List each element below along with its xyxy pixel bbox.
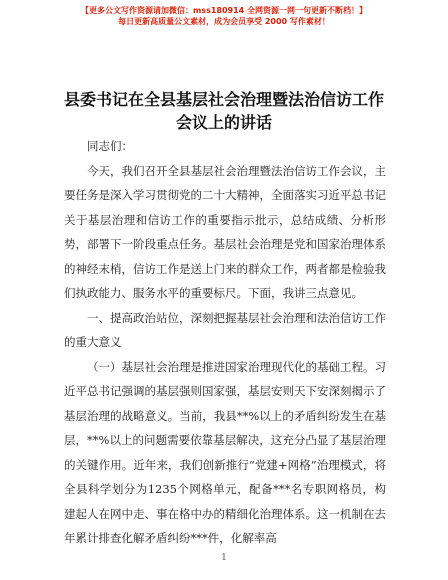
promo-banner — [0, 5, 448, 27]
document-title-line-1: 县委书记在全县基层社会治理暨法治信访工作 — [63, 90, 384, 109]
subsection-paragraph-1: （一）基层社会治理是推进国家治理现代化的基础工程。习近平总书记强调的基层强则国家强，基层安则天下安深刻揭示了基层治理的战略意义。当前，我县**%以上的矛盾纠纷发生在基层，**%以上的问题需要依靠基层解决，这充分凸显了基层治理的关键作用。近年来，我们创新推行“党建+网格”治理模式，将全县科学划分为1235个网格单元，配备***名专职网格员，构建起人在网中走、事在格中办的精细化治理体系。这一机制在去年累计排查化解矛盾纠纷***件，化解率高 — [64, 359, 386, 545]
page-number: 1 — [221, 553, 227, 563]
promo-banner-line-1: 【更多公文写作资源请加微信：mss180914 全网资源一网一句更新不断档！】 — [80, 6, 368, 15]
salutation: 同志们： — [87, 139, 133, 153]
document-title — [40, 88, 408, 134]
document-title-line-2: 会议上的讲话 — [175, 113, 272, 132]
section-heading-1: 一、提高政治站位，深刻把握基层社会治理和法治信访工作的重大意义 — [64, 310, 386, 349]
intro-paragraph: 今天，我们召开全县基层社会治理暨法治信访工作会议，主要任务是深入学习贯彻党的二十大精神，全面落实习近平总书记关于基层治理和信访工作的重要指示批示，总结成绩、分析形势，部署下一阶段重点任务。基层社会治理是党和国家治理体系的神经末梢，信访工作是送上门来的群众工作，两者都是检验我们执政能力、服务水平的重要标尺。下面，我讲三点意见。 — [64, 163, 386, 300]
promo-banner-line-2: 每日更新高质量公文素材，成为会员享受 2000 写作素材！ — [118, 17, 330, 26]
document-body — [64, 134, 386, 551]
